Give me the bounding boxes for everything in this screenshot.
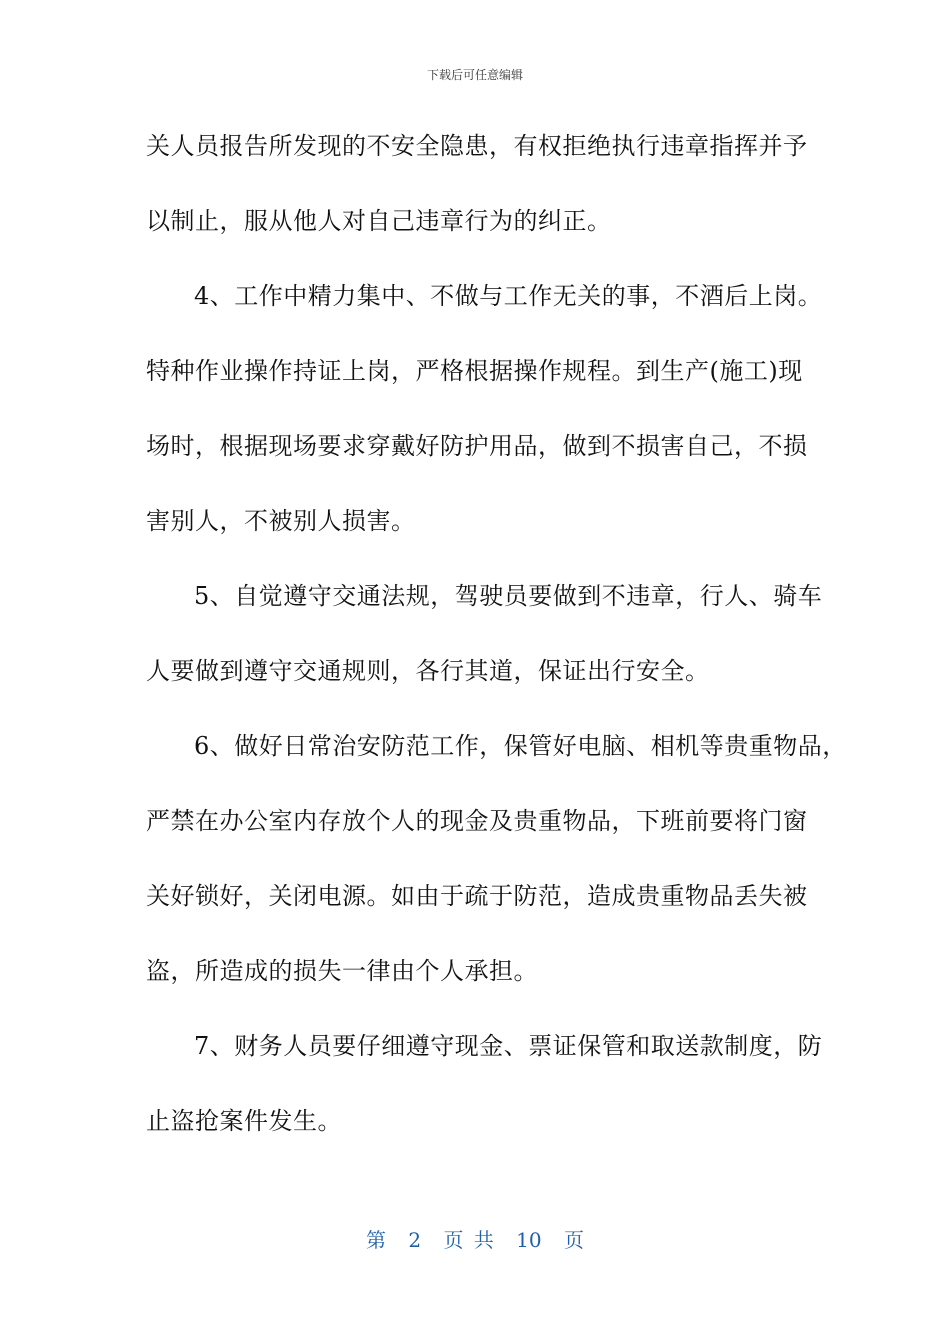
paragraph-line: 关人员报告所发现的不安全隐患，有权拒绝执行违章指挥并予 [146, 132, 808, 160]
current-page-number: 2 [408, 1228, 422, 1252]
footer-prefix: 第 [366, 1228, 386, 1252]
paragraph-line: 以制止，服从他人对自己违章行为的纠正。 [146, 207, 612, 235]
paragraph-line: 止盗抢案件发生。 [146, 1107, 342, 1135]
paragraph-line: 盗，所造成的损失一律由个人承担。 [146, 957, 538, 985]
total-pages-number: 10 [516, 1228, 542, 1252]
footer-suffix: 页 [563, 1228, 584, 1252]
footer-middle: 页 共 [443, 1228, 494, 1252]
paragraph-line: 严禁在办公室内存放个人的现金及贵重物品，下班前要将门窗 [146, 807, 808, 835]
document-body [146, 122, 847, 1172]
page-header: 下载后可任意编辑 [426, 68, 523, 82]
paragraph-line: 场时，根据现场要求穿戴好防护用品，做到不损害自己，不损 [146, 432, 808, 460]
paragraph-line: 特种作业操作持证上岗，严格根据操作规程。到生产(施工)现 [146, 357, 803, 385]
paragraph-line: 4、工作中精力集中、不做与工作无关的事，不酒后上岗。 [194, 282, 823, 310]
paragraph-line: 害别人，不被别人损害。 [146, 507, 416, 535]
paragraph-line: 6、做好日常治安防范工作，保管好电脑、相机等贵重物品， [194, 732, 847, 760]
paragraph-line: 关好锁好，关闭电源。如由于疏于防范，造成贵重物品丢失被 [146, 882, 808, 910]
paragraph-line: 7、财务人员要仔细遵守现金、票证保管和取送款制度，防 [194, 1032, 823, 1060]
page-number-footer [0, 1224, 950, 1253]
paragraph-line: 5、自觉遵守交通法规，驾驶员要做到不违章，行人、骑车 [194, 582, 823, 610]
paragraph-line: 人要做到遵守交通规则，各行其道，保证出行安全。 [146, 657, 710, 685]
